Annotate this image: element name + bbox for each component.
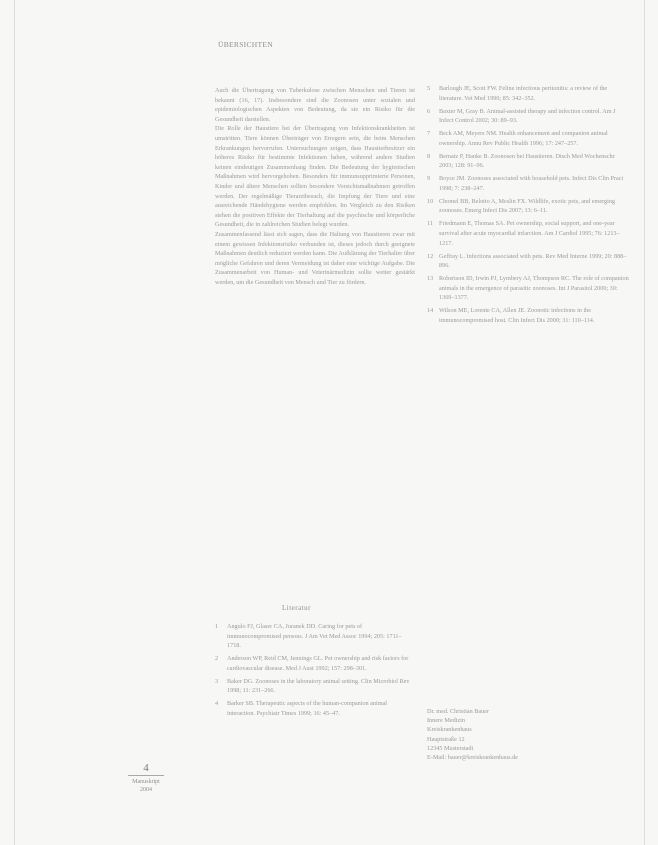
reference-item: 14 Wilson ME, Lorente CA, Allen JE. Zoonotic infections in the immunocompromised host. Clin Infect Dis 2000; 31: 110–114. — [427, 307, 595, 324]
page-footer — [128, 762, 164, 794]
journal-name: Manuskript — [132, 779, 160, 785]
reference-item: 12 Geffray L. Infections associated with pets. Rev Med Interne 1999; 20: 888–896. — [427, 252, 627, 270]
reference-item: 1 Angulo FJ, Glaser CA, Juranek DD. Caring for pets of immunocompromised persons. J Am Vet Med Assoc 1994; 205: 1711–1718. — [215, 623, 402, 650]
reference-column-right — [427, 84, 629, 329]
address-line: Kreiskrankenhaus — [427, 726, 472, 734]
reference-item: 11 Friedmann E, Thomas SA. Pet ownership, social support, and one-year survival after acute myocardial infarction. Am J Cardiol 1995; 76: 1213–1217. — [427, 220, 620, 247]
reference-item: 9 Boyce JM. Zoonoses associated with household pets. Infect Dis Clin Pract 1998; 7: 238–247. — [427, 175, 624, 192]
reference-item: 13 Robertson ID, Irwin PJ, Lymbery AJ, Thompson RC. The role of companion animals in the emergence of parasitic zoonoses. Int J Parasitol 2000; 30: 1369–1377. — [427, 275, 629, 302]
address-line: Hauptstraße 12 — [427, 735, 465, 743]
reference-column-left — [215, 622, 415, 722]
reference-item: 3 Baker DG. Zoonoses in the laboratory animal setting. Clin Microbiol Rev 1998; 11: 231–266. — [215, 677, 410, 695]
literature-heading: Literatur — [282, 604, 311, 612]
address-line: 12345 Musterstadt — [427, 744, 474, 752]
journal-year: 2004 — [140, 787, 152, 793]
reference-item: 6 Baxter M, Gray B. Animal-assisted therapy and infection control. Am J Infect Control 2002; 30: 89–93. — [427, 107, 616, 125]
reference-item: 8 Bernatz P, Hanke B. Zoonosen bei Haustieren. Dtsch Med Wochenschr 2003; 128: 91–96. — [427, 152, 615, 170]
reference-item: 4 Barker SB. Therapeutic aspects of the human-companion animal interaction. Psychiatr Times 1999; 16: 45–47. — [215, 700, 388, 717]
body-paragraph: Auch die Übertragung von Tuberkulose zwischen Menschen und Tieren ist bekannt (16, 17). Insbesondere sind die Zoonosen unter sozialen und epidemiologischen Aspekten von Bedeutung, da sie ein Risiko für die Gesundheit darstellen. — [215, 87, 415, 123]
address-line: Innere Medizin — [427, 717, 465, 725]
reference-list — [215, 622, 415, 719]
reference-item: 7 Beck AM, Meyers NM. Health enhancement and companion animal ownership. Annu Rev Public Health 1996; 17: 247–257. — [427, 130, 608, 147]
address-line: E-Mail: bauer@kreiskrankenhaus.de — [427, 754, 518, 762]
body-text-column — [215, 86, 415, 287]
running-title: ÜBERSICHTEN — [218, 40, 273, 49]
body-paragraph: Zusammenfassend lässt sich sagen, dass die Haltung von Haustieren zwar mit einem gewissen Infektionsrisiko verbunden ist, dieses jedoch durch geeignete Maßnahmen deutlich reduziert werden kann. Die Aufklärung der Tierhalter über mögliche Gefahren und deren Vermeidung ist daher eine wichtige Aufgabe. Die Zusammenarbeit von Human- und Veterinärmedizin sollte weiter gestärkt werden, um die Gesundheit von Mensch und Tier zu fördern. — [215, 230, 415, 286]
body-paragraph: Die Rolle der Haustiere bei der Übertragung von Infektionskrankheiten ist umstritten. Tiere können Überträger von Erregern sein, die beim Menschen Erkrankungen hervorrufen. Untersuchungen zeigen, dass Haustierbesitzer ein höheres Risiko für bestimmte Infektionen haben, während andere Studien keinen eindeutigen Zusammenhang finden. Die Bedeutung der hygienischen Maßnahmen wird hervorgehoben. Besonders für immunsupprimierte Personen, Kinder und ältere Menschen sollten besondere Vorsichtsmaßnahmen getroffen werden. Der regelmäßige Tierarztbesuch, die Impfung der Tiere und eine ausreichende Händehygiene werden empfohlen. Im Vergleich zu den Risiken stehen die positiven Effekte der Tierhaltung auf die psychische und körperliche Gesundheit, die in zahlreichen Studien belegt wurden. — [215, 125, 415, 229]
page-number: 4 — [143, 762, 149, 774]
reference-list — [427, 84, 629, 326]
author-address — [427, 707, 627, 762]
reference-item: 5 Barlough JE, Scott FW. Feline infectious peritonitis: a review of the literature. Vet Med 1990; 85: 342–352. — [427, 85, 608, 102]
reference-item: 10 Chomel BB, Belotto A, Meslin FX. Wildlife, exotic pets, and emerging zoonoses. Emerg Infect Dis 2007; 13: 6–11. — [427, 197, 616, 215]
footer-rule — [128, 775, 164, 776]
reference-item: 2 Anderson WP, Reid CM, Jennings GL. Pet ownership and risk factors for cardiovascular disease. Med J Aust 1992; 157: 298–301. — [215, 655, 409, 672]
scan-edge-left — [14, 0, 15, 845]
address-line: Dr. med. Christian Bauer — [427, 708, 490, 715]
scan-edge-right — [644, 0, 645, 845]
